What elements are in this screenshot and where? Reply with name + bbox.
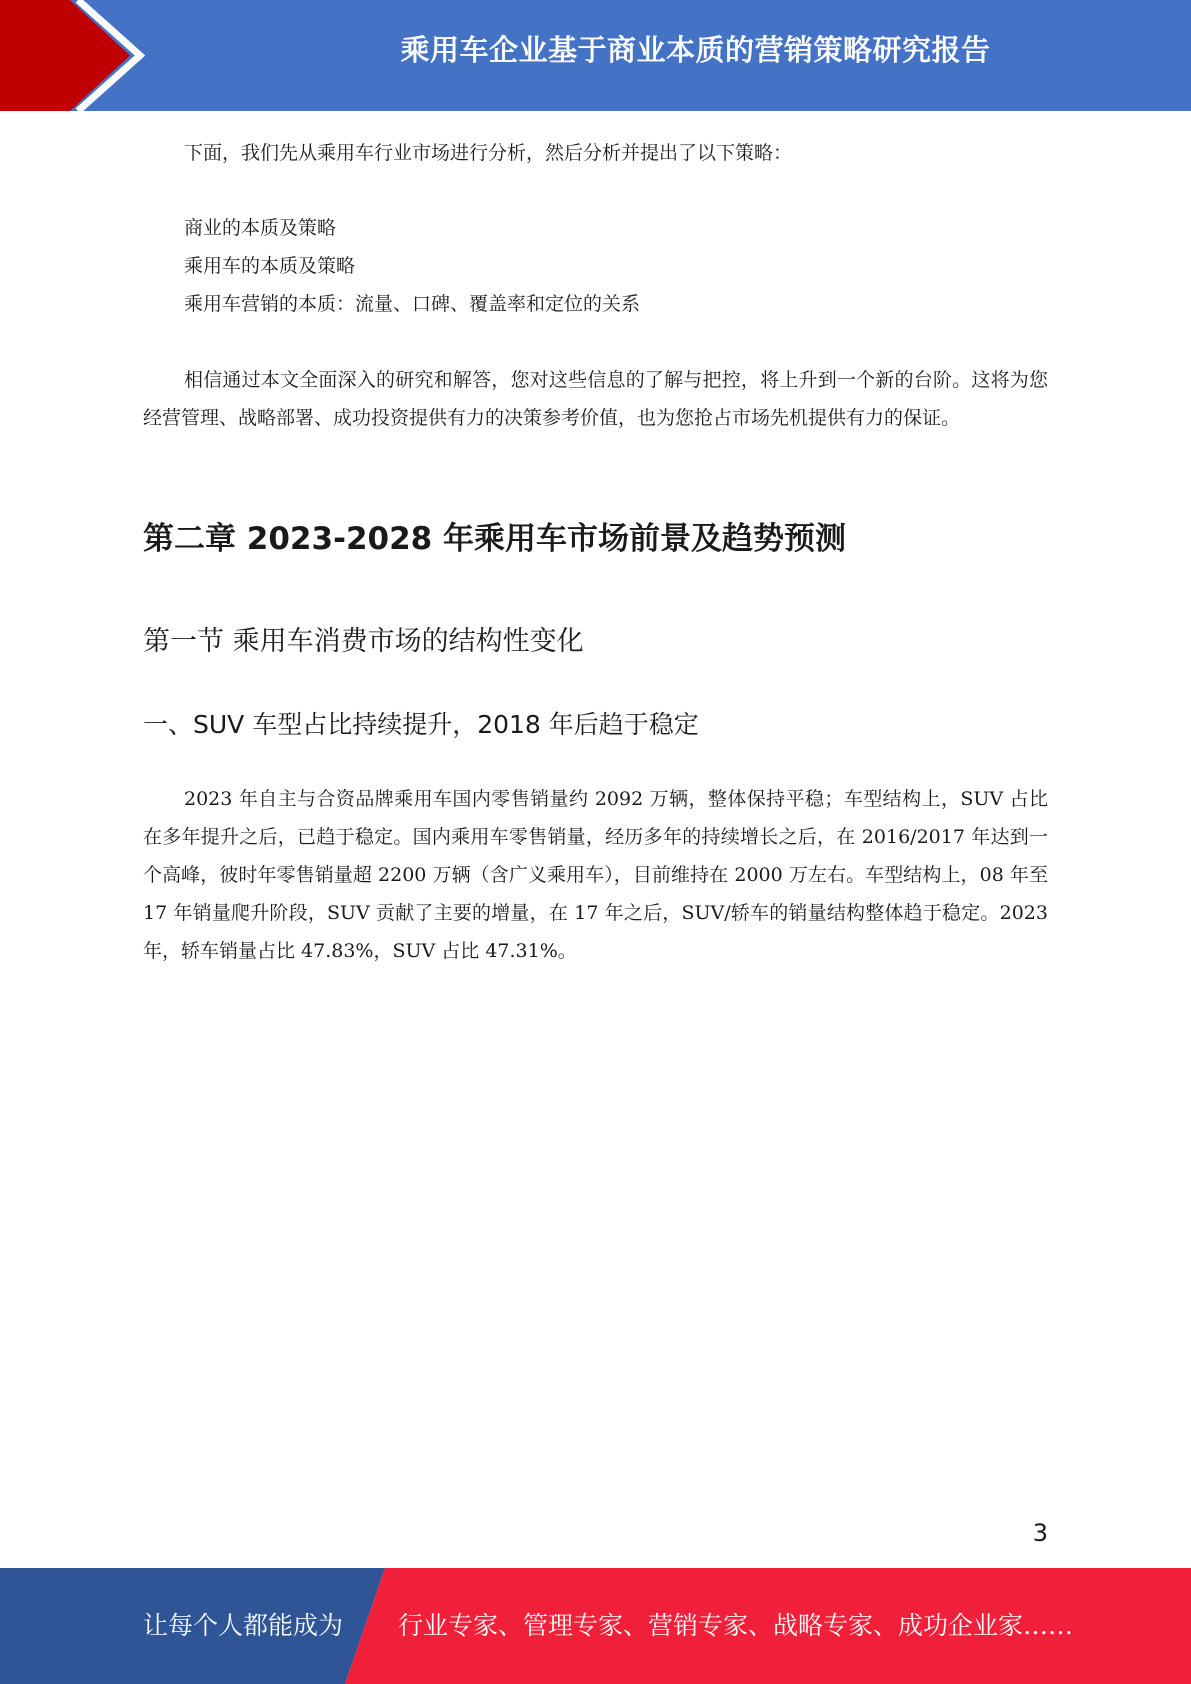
section-heading: 第一节 乘用车消费市场的结构性变化 (143, 626, 584, 657)
chapter-heading: 第二章 2023-2028 年乘用车市场前景及趋势预测 (143, 521, 847, 557)
subsection-body-block (143, 780, 1048, 970)
intro-closing-block (143, 361, 1048, 437)
page-number: 3 (1032, 1519, 1048, 1547)
intro-closing-paragraph: 相信通过本文全面深入的研究和解答，您对这些信息的了解与把控，将上升到一个新的台阶。这将为您经营管理、战略部署、成功投资提供有力的决策参考价值，也为您抢占市场先机提供有力的保证。 (143, 369, 1048, 429)
report-title: 乘用车企业基于商业本质的营销策略研究报告 (400, 33, 991, 67)
page-header (0, 0, 1191, 111)
strategy-item-3: 乘用车营销的本质：流量、口碑、覆盖率和定位的关系 (184, 293, 641, 315)
footer-slogan-right: 行业专家、管理专家、营销专家、战略专家、成功企业家…… (398, 1611, 1074, 1640)
header-red-block (0, 0, 130, 111)
header-chevron-decoration (0, 0, 160, 111)
footer-slogan-left: 让每个人都能成为 (143, 1611, 344, 1640)
strategy-item-1: 商业的本质及策略 (184, 217, 337, 239)
page-footer (0, 1568, 1191, 1684)
subsection-heading: 一、SUV 车型占比持续提升，2018 年后趋于稳定 (143, 710, 699, 739)
intro-lead-paragraph: 下面，我们先从乘用车行业市场进行分析，然后分析并提出了以下策略： (184, 142, 793, 164)
strategy-item-2: 乘用车的本质及策略 (184, 255, 356, 277)
subsection-body-paragraph: 2023 年自主与合资品牌乘用车国内零售销量约 2092 万辆，整体保持平稳；车型结构上，SUV 占比在多年提升之后，已趋于稳定。国内乘用车零售销量，经历多年的持续增长之后，在 2016/2017 年达到一个高峰，彼时年零售销量超 2200 万辆（含广义乘用车），目前维持在 2000 万左右。车型结构上，08 年至 17 年销量爬升阶段，SUV 贡献了主要的增量，在 17 年之后，SUV/轿车的销量结构整体趋于稳定。2023 年，轿车销量占比 47.83%，SUV 占比 47.31%。 (143, 788, 1048, 962)
intro-lead-block (143, 134, 1048, 172)
